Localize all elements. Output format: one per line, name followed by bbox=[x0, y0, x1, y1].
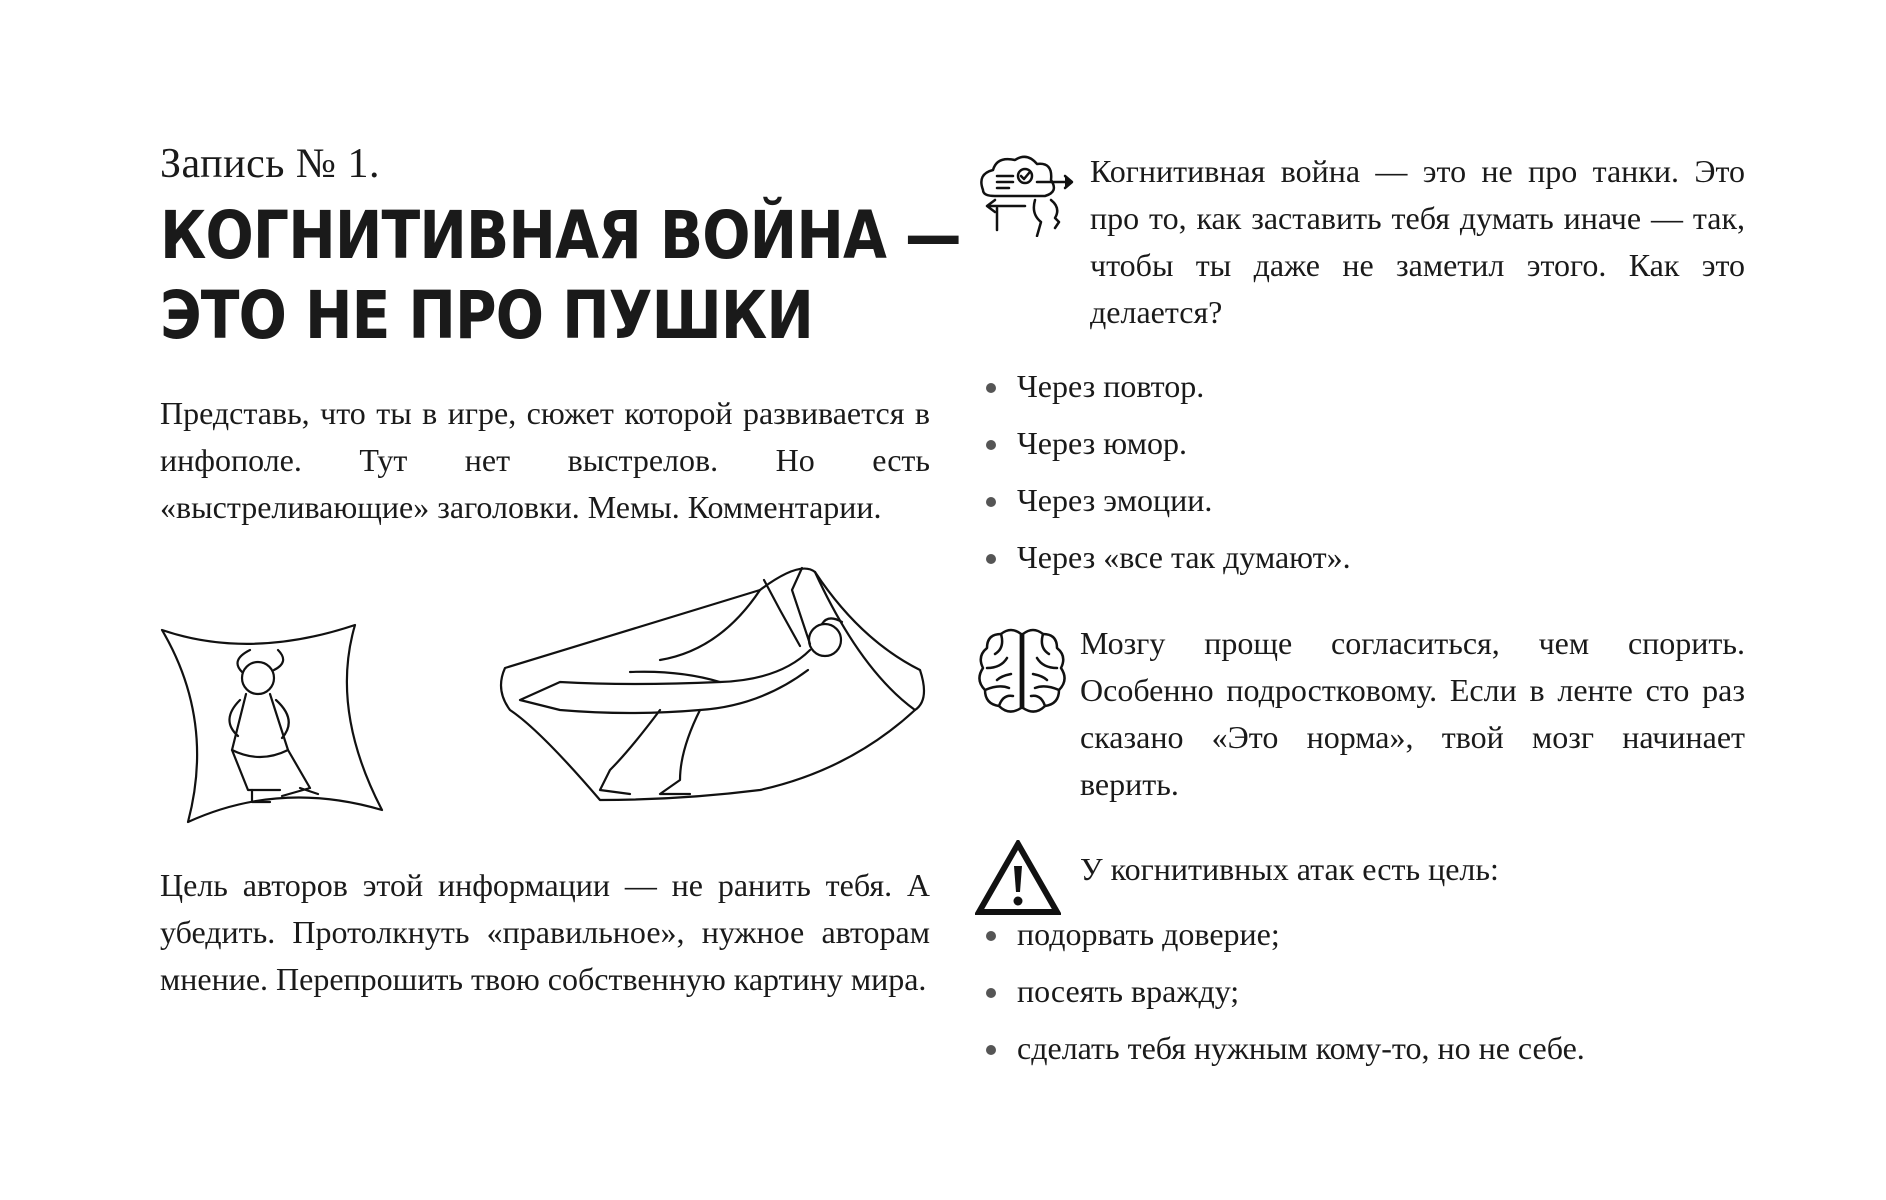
bullet-dot-icon bbox=[986, 497, 996, 507]
chapter-title-line-1: КОГНИТИВНАЯ ВОЙНА — bbox=[160, 197, 961, 274]
goals-list bbox=[975, 906, 1745, 1077]
list-item: Через повтор. bbox=[975, 358, 1745, 415]
bullet-dot-icon bbox=[986, 554, 996, 564]
list-item: подорвать доверие; bbox=[975, 906, 1745, 963]
list-item: сделать тебя нужным кому-то, но не себе. bbox=[975, 1020, 1745, 1077]
list-item: Через «все так думают». bbox=[975, 529, 1745, 586]
methods-list bbox=[975, 358, 1745, 586]
cloud-paragraph: Когнитивная война — это не про танки. Это про то, как заставить тебя думать иначе — так, чтобы ты даже не заметил этого. Как это делается? bbox=[1090, 153, 1745, 330]
entry-label: Запись № 1. bbox=[160, 141, 380, 187]
list-item: Через эмоции. bbox=[975, 472, 1745, 529]
intro-paragraph: Представь, что ты в игре, сюжет которой развивается в инфополе. Тут нет выстрелов. Но есть «выстреливающие» заголовки. Мемы. Комментарии. bbox=[160, 395, 930, 525]
cloud-block bbox=[975, 148, 1745, 336]
bullet-dot-icon bbox=[986, 931, 996, 941]
right-column bbox=[975, 148, 1745, 1077]
bullet-dot-icon bbox=[986, 988, 996, 998]
list-item: Через юмор. bbox=[975, 415, 1745, 472]
warning-block bbox=[975, 836, 1745, 894]
bullet-dot-icon bbox=[986, 383, 996, 393]
brain-paragraph: Мозгу проще согласиться, чем спорить. Особенно подростковому. Если в ленте сто раз сказано «Это норма», твой мозг начинает верить. bbox=[1080, 625, 1745, 802]
warning-paragraph: У когнитивных атак есть цель: bbox=[1080, 851, 1499, 887]
left-column bbox=[160, 140, 961, 531]
goal-paragraph: Цель авторов этой информации — не ранить тебя. А убедить. Протолкнуть «правильное», нужное авторам мнение. Перепрошить твою собственную картину мира. bbox=[160, 867, 930, 997]
chapter-title bbox=[160, 196, 961, 356]
chapter-title-line-2: ЭТО НЕ ПРО ПУШКИ bbox=[160, 277, 814, 354]
brain-block bbox=[975, 620, 1745, 808]
brain-icon bbox=[975, 624, 1070, 724]
list-item: посеять вражду; bbox=[975, 963, 1745, 1020]
bullet-dot-icon bbox=[986, 440, 996, 450]
figures-in-nets-illustration bbox=[160, 550, 930, 830]
bullet-dot-icon bbox=[986, 1045, 996, 1055]
illustrations bbox=[160, 550, 930, 830]
cloud-head-arrows-icon bbox=[975, 152, 1080, 242]
